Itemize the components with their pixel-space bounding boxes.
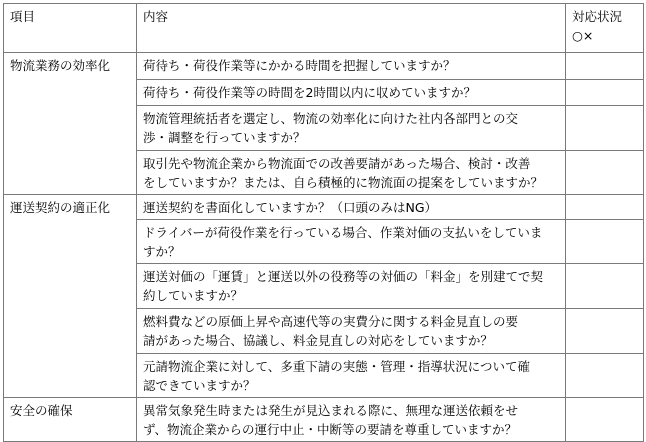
content-line: 約していますか？: [143, 288, 244, 303]
status-cell[interactable]: [566, 53, 644, 80]
category-cell-safety: [4, 398, 137, 442]
content-cell: [137, 80, 566, 106]
table-row: [4, 398, 644, 442]
header-status-label: 対応状況: [572, 9, 623, 24]
header-content-cell: [137, 4, 566, 53]
header-item-cell: [4, 4, 137, 53]
content-cell: [137, 354, 566, 398]
header-item-label: 項目: [10, 9, 36, 24]
category-label: 物流業務の効率化: [10, 58, 111, 73]
content-cell: [137, 398, 566, 442]
header-row: [4, 4, 644, 53]
content-cell: [137, 195, 566, 220]
status-cell[interactable]: [566, 106, 644, 151]
content-cell: [137, 53, 566, 80]
content-line: 取引先や物流企業から物流面での改善要請があった場合、検討・改善: [143, 156, 531, 171]
content-cell: [137, 151, 566, 195]
content-line: 認できていますか？: [143, 378, 256, 393]
category-cell-efficiency: [4, 53, 137, 195]
header-status-cell: [566, 4, 644, 53]
status-cell[interactable]: [566, 309, 644, 354]
content-cell: [137, 309, 566, 354]
category-label: 運送契約の適正化: [10, 200, 111, 215]
content-line: 元請物流企業に対して、多重下請の実態・管理・指導状況について確: [143, 359, 531, 374]
content-line: 運送対価の「運賃」と運送以外の役務等の対価の「料金」を別建てで契: [143, 269, 544, 284]
content-line: 燃料費などの原価上昇や高速代等の実費分に関する料金見直しの要: [143, 314, 519, 329]
content-line: 渉・調整を行っていますか？: [143, 130, 306, 145]
content-line: ドライバーが荷役作業を行っている場合、作業対価の支払いをしていま: [143, 225, 543, 240]
header-content-label: 内容: [143, 9, 169, 24]
content-cell: [137, 106, 566, 151]
category-cell-contract: [4, 195, 137, 398]
content-line: すか？: [143, 244, 181, 259]
content-line: 物流管理統括者を選定し、物流の効率化に向けた社内各部門との交: [143, 111, 519, 126]
header-status-marks: ○×: [572, 28, 594, 43]
content-cell: [137, 220, 566, 264]
status-cell[interactable]: [566, 195, 644, 220]
content-line: 運送契約を書面化していますか？（口頭のみはNG）: [143, 200, 438, 215]
category-label: 安全の確保: [10, 403, 73, 418]
checklist-table: [3, 3, 644, 442]
table-row: [4, 195, 644, 220]
status-cell[interactable]: [566, 264, 644, 309]
content-line: 荷待ち・荷役作業等にかかる時間を把握していますか？: [143, 58, 456, 73]
content-line: 荷待ち・荷役作業等の時間を2時間以内に収めていますか？: [143, 85, 476, 100]
status-cell[interactable]: [566, 398, 644, 442]
table-row: [4, 53, 644, 80]
content-line: ず、物流企業からの運行中止・中断等の要請を尊重していますか？: [143, 422, 518, 437]
status-cell[interactable]: [566, 354, 644, 398]
content-line: 請があった場合、協議し、料金見直しの対応をしていますか？: [143, 333, 493, 348]
status-cell[interactable]: [566, 151, 644, 195]
status-cell[interactable]: [566, 220, 644, 264]
content-cell: [137, 264, 566, 309]
content-line: をしていますか？または、自ら積極的に物流面の提案をしていますか？: [143, 175, 544, 190]
content-line: 異常気象発生時または発生が見込まれる際に、無理な運送依頼をせ: [143, 403, 519, 418]
status-cell[interactable]: [566, 80, 644, 106]
